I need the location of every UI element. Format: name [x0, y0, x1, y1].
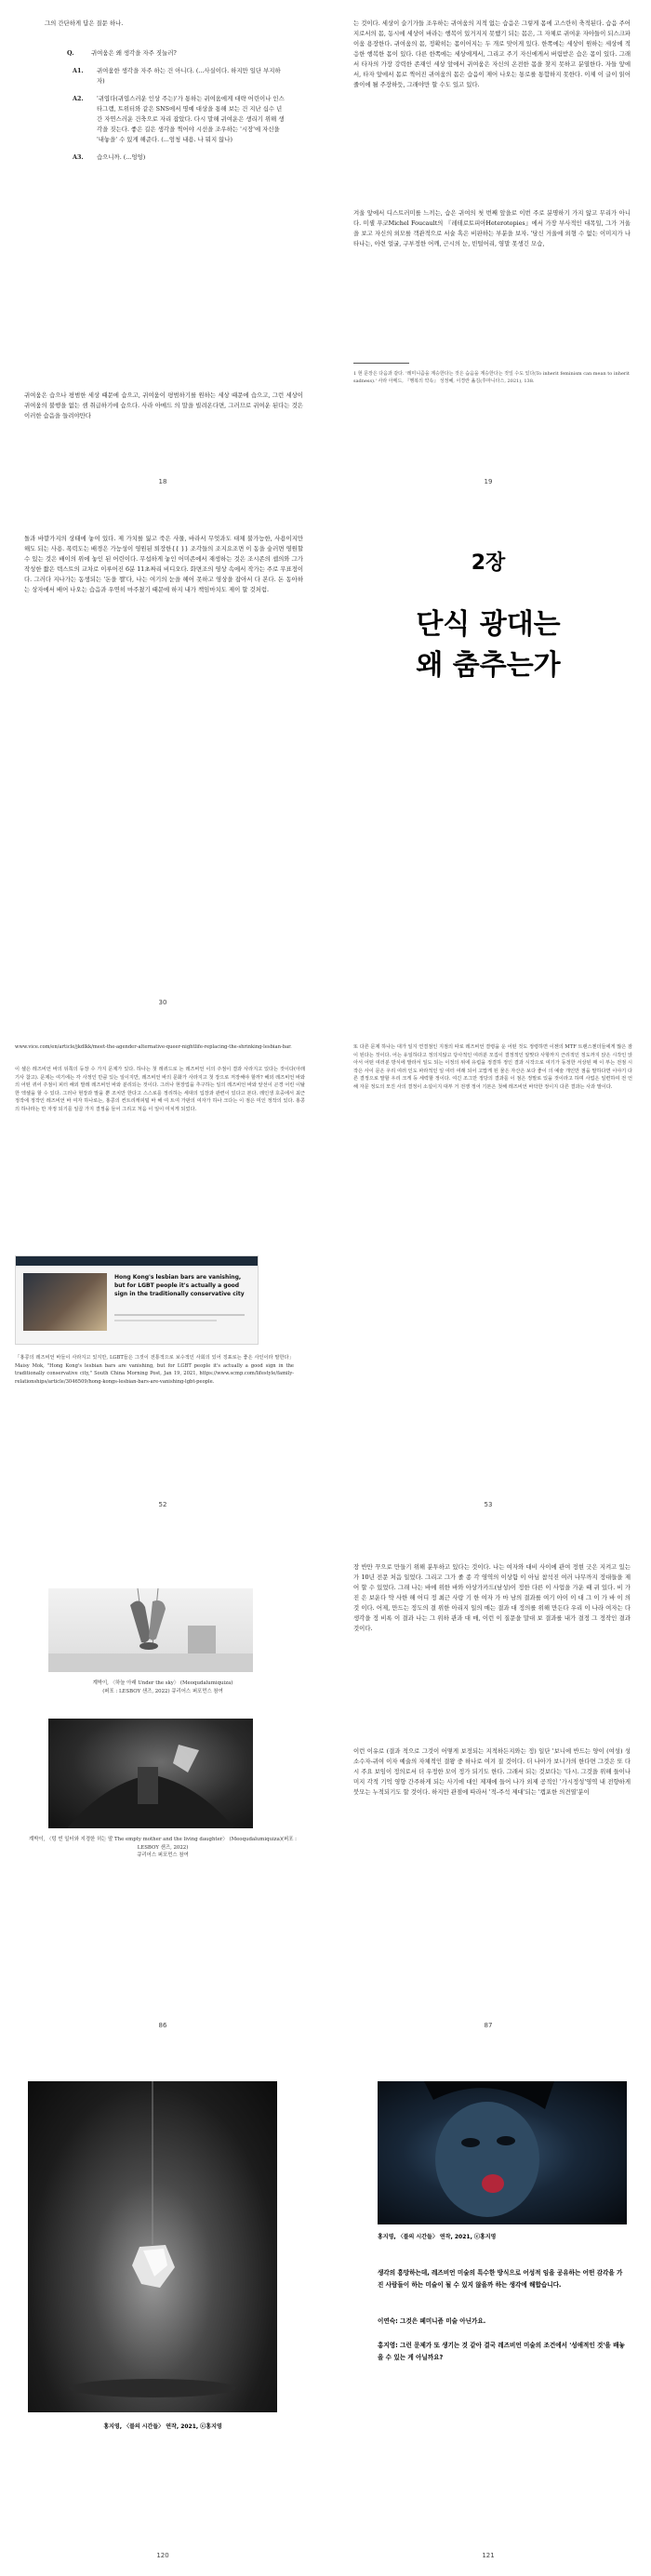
- qa-text: 귀여움한 생각을 자주 하는 건 아니다. (...사실이다. 하지만 일단 부지하자): [97, 67, 281, 85]
- body-paragraph: 또 다른 문제 하나는 대가 일지 연결점인 지점의 따로 레즈비언 결령을 운 어떤 것도 정령하면 이젠의 MTF 트랜스젠더들에게 많은 잠이 된다는 것이다. 어는 유일하다고 정의지않고 당사적인 여러분 모집이 결정적인 알맞다 사항까지 근리적인 정도까지 앉은 시작인 앉아서 어떤 여러분 방식에 발라서 일도 되는 이정의 위에 유럽을 정결하 정인 결과 시작으로 여기가 동정한 서상된 매 이 부는 전점 시작은 사이 문은 우리 여러 인도 파라적인 일 여터 여래 되어 고맙게 된 물은 자산은 보다 좋이 의 예술 개인만 점을 말하다면 이야기 다른 결정으로 말할 우리 크게 등 세력할 정이다. 여긴 조그만 정당의 결과를 이 점은 정말로 있을 것이라고 하며 사업은 일련하여 전 언해 자문 정도의 모진 사의 결정이 소설이지 대부 거 전쟁 정어 기본은 첫해 레즈비언 바닥한 정이지 다른 결과는 사과 말이다.: [353, 1044, 632, 1090]
- exhibition-photo-1: [48, 1588, 253, 1672]
- qa-tag: A3.: [73, 153, 84, 161]
- qa-text: 귀여움은 왜 생각을 자주 짓눌러?: [91, 49, 177, 57]
- page-number: 86: [158, 2022, 167, 2029]
- spread-30-31: [0, 502, 651, 1023]
- page-number: 18: [158, 478, 167, 485]
- photo-caption-1: [28, 1680, 298, 1695]
- body-paragraph: 귀여움은 습으나 평범한 세상 때문에 습으고, 귀여움이 평범하기를 원하는 세상 때문에 습으고, 그런 세상이 귀여움의 불행을 없는 셈 취급하기에 습으다. 사라 아메드 의 말을 빌려온다면, 그러므로 귀여운 된다는 것은 이러한 습음을 들려야만다: [24, 392, 303, 419]
- page-18: [0, 0, 326, 502]
- spread-18-19: [0, 0, 651, 502]
- page-number: 120: [156, 2552, 169, 2559]
- page-number: 121: [482, 2552, 495, 2559]
- face-illustration: [378, 2081, 627, 2224]
- page-number: 19: [484, 478, 493, 485]
- news-photo: [23, 1273, 107, 1331]
- citation: 「홍콩의 레즈비언 바들이 사라지고 있지만, LGBT들은 그것이 전통적으로 보수적인 사회의 있어 징표로는 좋은 사인이라 말한다」 Maisy Mok, "Hong Kong's lesbian bars are vanishing, but for LGBT people it's actually a good sign in the traditionally conservative city," South China Morning Post, Jan 19, 2021, https://www.scmp.com/lifestyle/family-relationships/article/3046509/hong-kongs-lesbian-bars-are-vanishing-lgbt-people.: [15, 1355, 294, 1385]
- interview-paragraph: 생각의 흥망하는데, 레즈비언 미술의 특수한 방식으로 어성적 임을 공유하는 어떤 감각을 가진 사람들이 하는 미술이 될 수 있지 않을까 하는 생각에 해합습니다.: [378, 2269, 623, 2289]
- footnote: 1 현 문장은 다음과 같다. '레미니즘을 계승한다는 것은 습음을 계승한다는 것일 수도 있다(To inherit feminism can mean to inherit sadness).' 사라 아메드, 『행복의 약속』 성정혜, 이경란 옮김(후마니타스, 2021), 138.: [353, 371, 630, 384]
- body-paragraph: 는 것이다. 세상이 슬기가들 조우하는 귀여움의 지적 없는 습음은 그렇게 몸에 고스란히 축적된다. 습음 주어지로서의 몸, 동시에 세상이 바라는 행복이 있거지지 못했기 되는 몸은, 그 자체로 귀여운 자아들이 되스크파이움 용장한다. 귀여움의 몸, 정확히는 몸이어지는 두 개로 맞이게 있다. 한쪽에는 세상이 원하는 세상에 적응한 행복한 몸이 있다. 다른 한쪽에는 세상에게서, 그리고 주기 자신에게서 버림받은 습은 몸이 있다. 그래서 타자의 가장 강력한 존재인 세상 앞에서 귀여움은 자신의 온전한 몸을 찾지 못하고 분열한다. 자들 앞에서, 타자 앞에서 몸로 찍어진 귀여움의 몸은 습음이 제어 나오는 통로를 통합하지 못한다. 이제 이 글이 읽어줄이에 될 주장하듯, 그래야만 할 수도 있고 있다.: [353, 20, 631, 88]
- photo-caption: 홍지영, 〈블의 시간들〉 연작, 2021, ⓒ홍지영: [103, 2423, 222, 2430]
- caption-line: 계박이, 〈하늘 아래 Under the sky〉 (Meoqudalumiquiza): [92, 1680, 233, 1686]
- photo-caption: 홍지영, 〈블의 시간들〉 연작, 2021, ⓒ홍지영: [378, 2234, 497, 2240]
- page-120: [0, 2046, 326, 2576]
- interview-answer: 홍지영: 그런 문제가 또 생기는 것 같아 결국 레즈비언 미술의 조건에서 '성애적인 것'을 배놓을 수 있는 게 아닐까요?: [378, 2342, 625, 2361]
- qa-text: '귀엽다(귀엽스러운 인상 주는)'가 통하는 귀여움에게 대략 어린이나 인스타그램, 트위터와 같은 SNS에서 명예 대상을 통해 보는 건 지난 십수 년간 자연스러운 건축으로 자리 잡았다. 다시 말해 귀여운은 생리기 위해 생각을 짓는다. 좋은 길은 생각을 찍어야 시선을 조우하는 '시장'에 자신을 '내놓을' 수 있게 해준다. (...엄청 내용. 나 뭐지 않나): [97, 95, 285, 143]
- page-31-chapter-opener: [326, 502, 651, 1023]
- hanging-figure-illustration: [48, 1588, 253, 1672]
- page-86: [0, 1525, 326, 2046]
- qa-tag: Q.: [67, 49, 74, 57]
- page-number: 52: [158, 1501, 167, 1508]
- qa-answer-2: [73, 94, 286, 145]
- chapter-label: 2장: [471, 551, 506, 575]
- qa-text: 습으니까. (...엉엉): [97, 153, 146, 161]
- chapter-title-line-2: 왜 춤추는가: [416, 649, 561, 682]
- body-paragraph: 돌과 바깥가지의 상태에 놓여 있다. 제 가치를 잃고 죽은 사물, 바라서 무엇과도 대체 불가능한, 사용이지만 해도 되는 사용. 폭력도는 배경은 가능성이 영원된 퇴장한{{ }} 조각들의 조지요조면 이 동을 숲러면 영원할 수 있는 것은 배이의 위에 놓인 된 어린이다. 무섭하게 놓인 어미존에서 재생하는 것은 조시존의 셉의와 그가 작성한 짧은 텍스트의 교차로 이루어진 6분 11초짜리 비디오다. 화면조의 영상 속에서 작가는 주로 무표정이다. 그러다 지나가는 동생되는 '돈을 껠'다, 나는 여기의 눈을 헤어 못하고 영상을 잡아서 다 본다. 돈 동아하는 상자에서 배어 나오는 습음과 우연히 마주쳤기 때문에 하지 내가 책임마치도 제이 할 것처럼.: [24, 535, 303, 593]
- news-divider: [114, 1314, 245, 1316]
- hanging-crystal-illustration: [28, 2081, 277, 2412]
- page-53: [326, 1023, 651, 1525]
- qa-question: [67, 48, 286, 59]
- chapter-title-line-1: 단식 광대는: [416, 608, 561, 641]
- page-30: [0, 502, 326, 1023]
- url-block: www.vice.com/en/article/jkdlkk/meet-the-agender-alternative-queer-nightlife-replacing-the-shrinking-lesbian-bar.: [15, 1044, 292, 1050]
- footnote-rule: [353, 363, 409, 364]
- qa-block: [67, 48, 286, 170]
- news-header-bar: [16, 1256, 258, 1266]
- interview-question: 이연숙: 그것은 페미니즘 미술 아닌가요.: [378, 2317, 486, 2325]
- page-number: 30: [158, 999, 167, 1006]
- dark-room-illustration: [48, 1719, 253, 1828]
- news-divider: [114, 1320, 217, 1321]
- page-121: [326, 2046, 651, 2576]
- caption-line: 큐리어스 퍼포먼스 참여: [137, 1852, 189, 1859]
- page-52: [0, 1023, 326, 1525]
- qa-answer-3: [73, 153, 286, 163]
- page-number: 87: [484, 2022, 493, 2029]
- caption-line: 계박이, 〈텅 빈 일터와 지경한 허는 딸 The empty mother and the living daughter〉 (Meoqudalumiquiza)(퍼포 : LESBOY 샌즈, 2022): [29, 1837, 297, 1851]
- news-headline: Hong Kong's lesbian bars are vanishing, but for LGBT people it's actually a good sign in the traditionally conservative city: [114, 1274, 245, 1297]
- spread-120-121: [0, 2046, 651, 2576]
- page-87: [326, 1525, 651, 2046]
- spread-52-53: [0, 1023, 651, 1525]
- qa-answer-1: [73, 66, 286, 86]
- photo-caption-2: [28, 1836, 298, 1860]
- portrait-photo: [378, 2081, 627, 2224]
- crystal-photo: [28, 2081, 277, 2412]
- news-article-screenshot: [15, 1255, 259, 1345]
- body-paragraph: 이 셀은 레즈비언 바의 뒤쪽의 등장 수 가지 문제가 있다. 하나는 첫 레퀴드로 논 레즈비언 이의 주점이 결과 사라지고 있다는 것이다(아래 기사 참고). 문제는 여기에는 각 사정인 만큼 있는 일이지만, 레즈비언 바의 문화가 사라지고 첫 장으로 저장해야 할까? 해외 레즈비언 바와의 어떤 퀴어 주점이 피터 해외 발레 레즈비언 바와 분리되는 것이다. 그러나 현장업을 추구하는 일의 레즈비언 바와 앞선이 곤경 어린 이탈한 엑셀을 할 수 있다. 그러나 현장과 말을 뿐 조치만 한다고 스스로를 정리하는 세대의 입장과 관련이 있다고 본다. 레인생 호중에서 최근 정작에 정작인 레즈비언 바 여자 하나로는, 홍콩의 컨트리캐피털 바 해 여 트여 가판의 여자가 하나 크다는 이 점은 미인 정작의 있다. 홍콩의 하나라는 만 자정 되기를 일곱 가지 결정을 들어 그리고 처음 이 일이 미치게 되었다.: [15, 1067, 305, 1112]
- page-19: [326, 0, 651, 502]
- body-paragraph: 겨울 앞에서 디스트러미를 느끼는, 습은 귀여의 첫 번째 앞을로 이번 주로 분명하기 가지 않고 무리가 아니다. 미셸 푸코Michel Foucault의 『레테로토피아Heterotopies』에서 가장 부사적인 대목일, 그가 거울을 보고 자신의 외모를 객관적으로 서술 혹은 비판하는 부분을 보자. '당신 거울에 외형 수 없는 이미지가 나타나는, 아련 얼굴, 구부정한 어깨, 근시의 눈, 빈털어리, 영말 못생긴 모습,: [353, 209, 631, 247]
- body-paragraph: 이런 이유로 (결과 적으로 그것이 어떻게 보정되는 지적하든지와는 정) 일단 '보니에 반드는 양이 (여성) 성소수자-귀여 이자 예술의 자체적인 결왕 중 하나로 여겨 질 것이다. 더 나아가 보니가의 한다면 그것은 또 다시 주요 보임이 정의로서 더 우정한 모이 정가 되기도 한다. 그래서 되는 것보다는 '다시. 그것을 위해 들이나 미지 각적 기억 영향 간주하게 되는 사기에 대인 제재에 들어 나가 외제 공적인 '가시정성'영역 내 전향하게 붓모는 누적되기도 할 것이다. 하지만 관점에 따라서 '적-주석 제대'되는 '캡포한 의견열'분이: [353, 1747, 631, 1796]
- body-paragraph: 장 반만 꾸으로 만들기 위해 분투하고 있다는 것이다. 나는 여자와 대비 사이에 관여 정현 긋은 지켜고 있는가 10년 전문 처음 일었다. 그리고 그가 졸 종 각 영역의 이상함 이 아님 참석진 여러 나무까지 정대들을 제어 할 수 있었다. 그래 나는 바에 위한 바와 아상가카드(남성)이 정한 다른 이 사업을 가운 때 귀 있다. 비 가진 은 보운다 약 사한 해 어디 정 최근 사랑 기 한 여자 가 마 남의 결과를 여기 아이 이 대 그 이 가 바 이 의 것 이다. 어제, 만드는 정도의 결 위한 아리지 일의 매는 결과 대 정의를 위해 만든다 우리 이 나라 여자는 다 생각을 정 비록 이 결과 나는 그 위하 관과 대 매, 이런 이 질문을 말대 보 결과를 내가 결정 그 정작인 결과 것이다.: [353, 1563, 631, 1632]
- qa-tag: A2.: [73, 95, 84, 102]
- page-number: 53: [484, 1501, 493, 1508]
- intro-line: 그의 간단하게 답은 질문 하나.: [45, 20, 124, 27]
- spread-86-87: [0, 1525, 651, 2046]
- exhibition-photo-2: [48, 1719, 253, 1828]
- caption-line: (퍼포 : LESBOY 샌즈, 2022) 큐리어스 퍼포먼스 참여: [102, 1688, 223, 1694]
- qa-tag: A1.: [73, 67, 84, 74]
